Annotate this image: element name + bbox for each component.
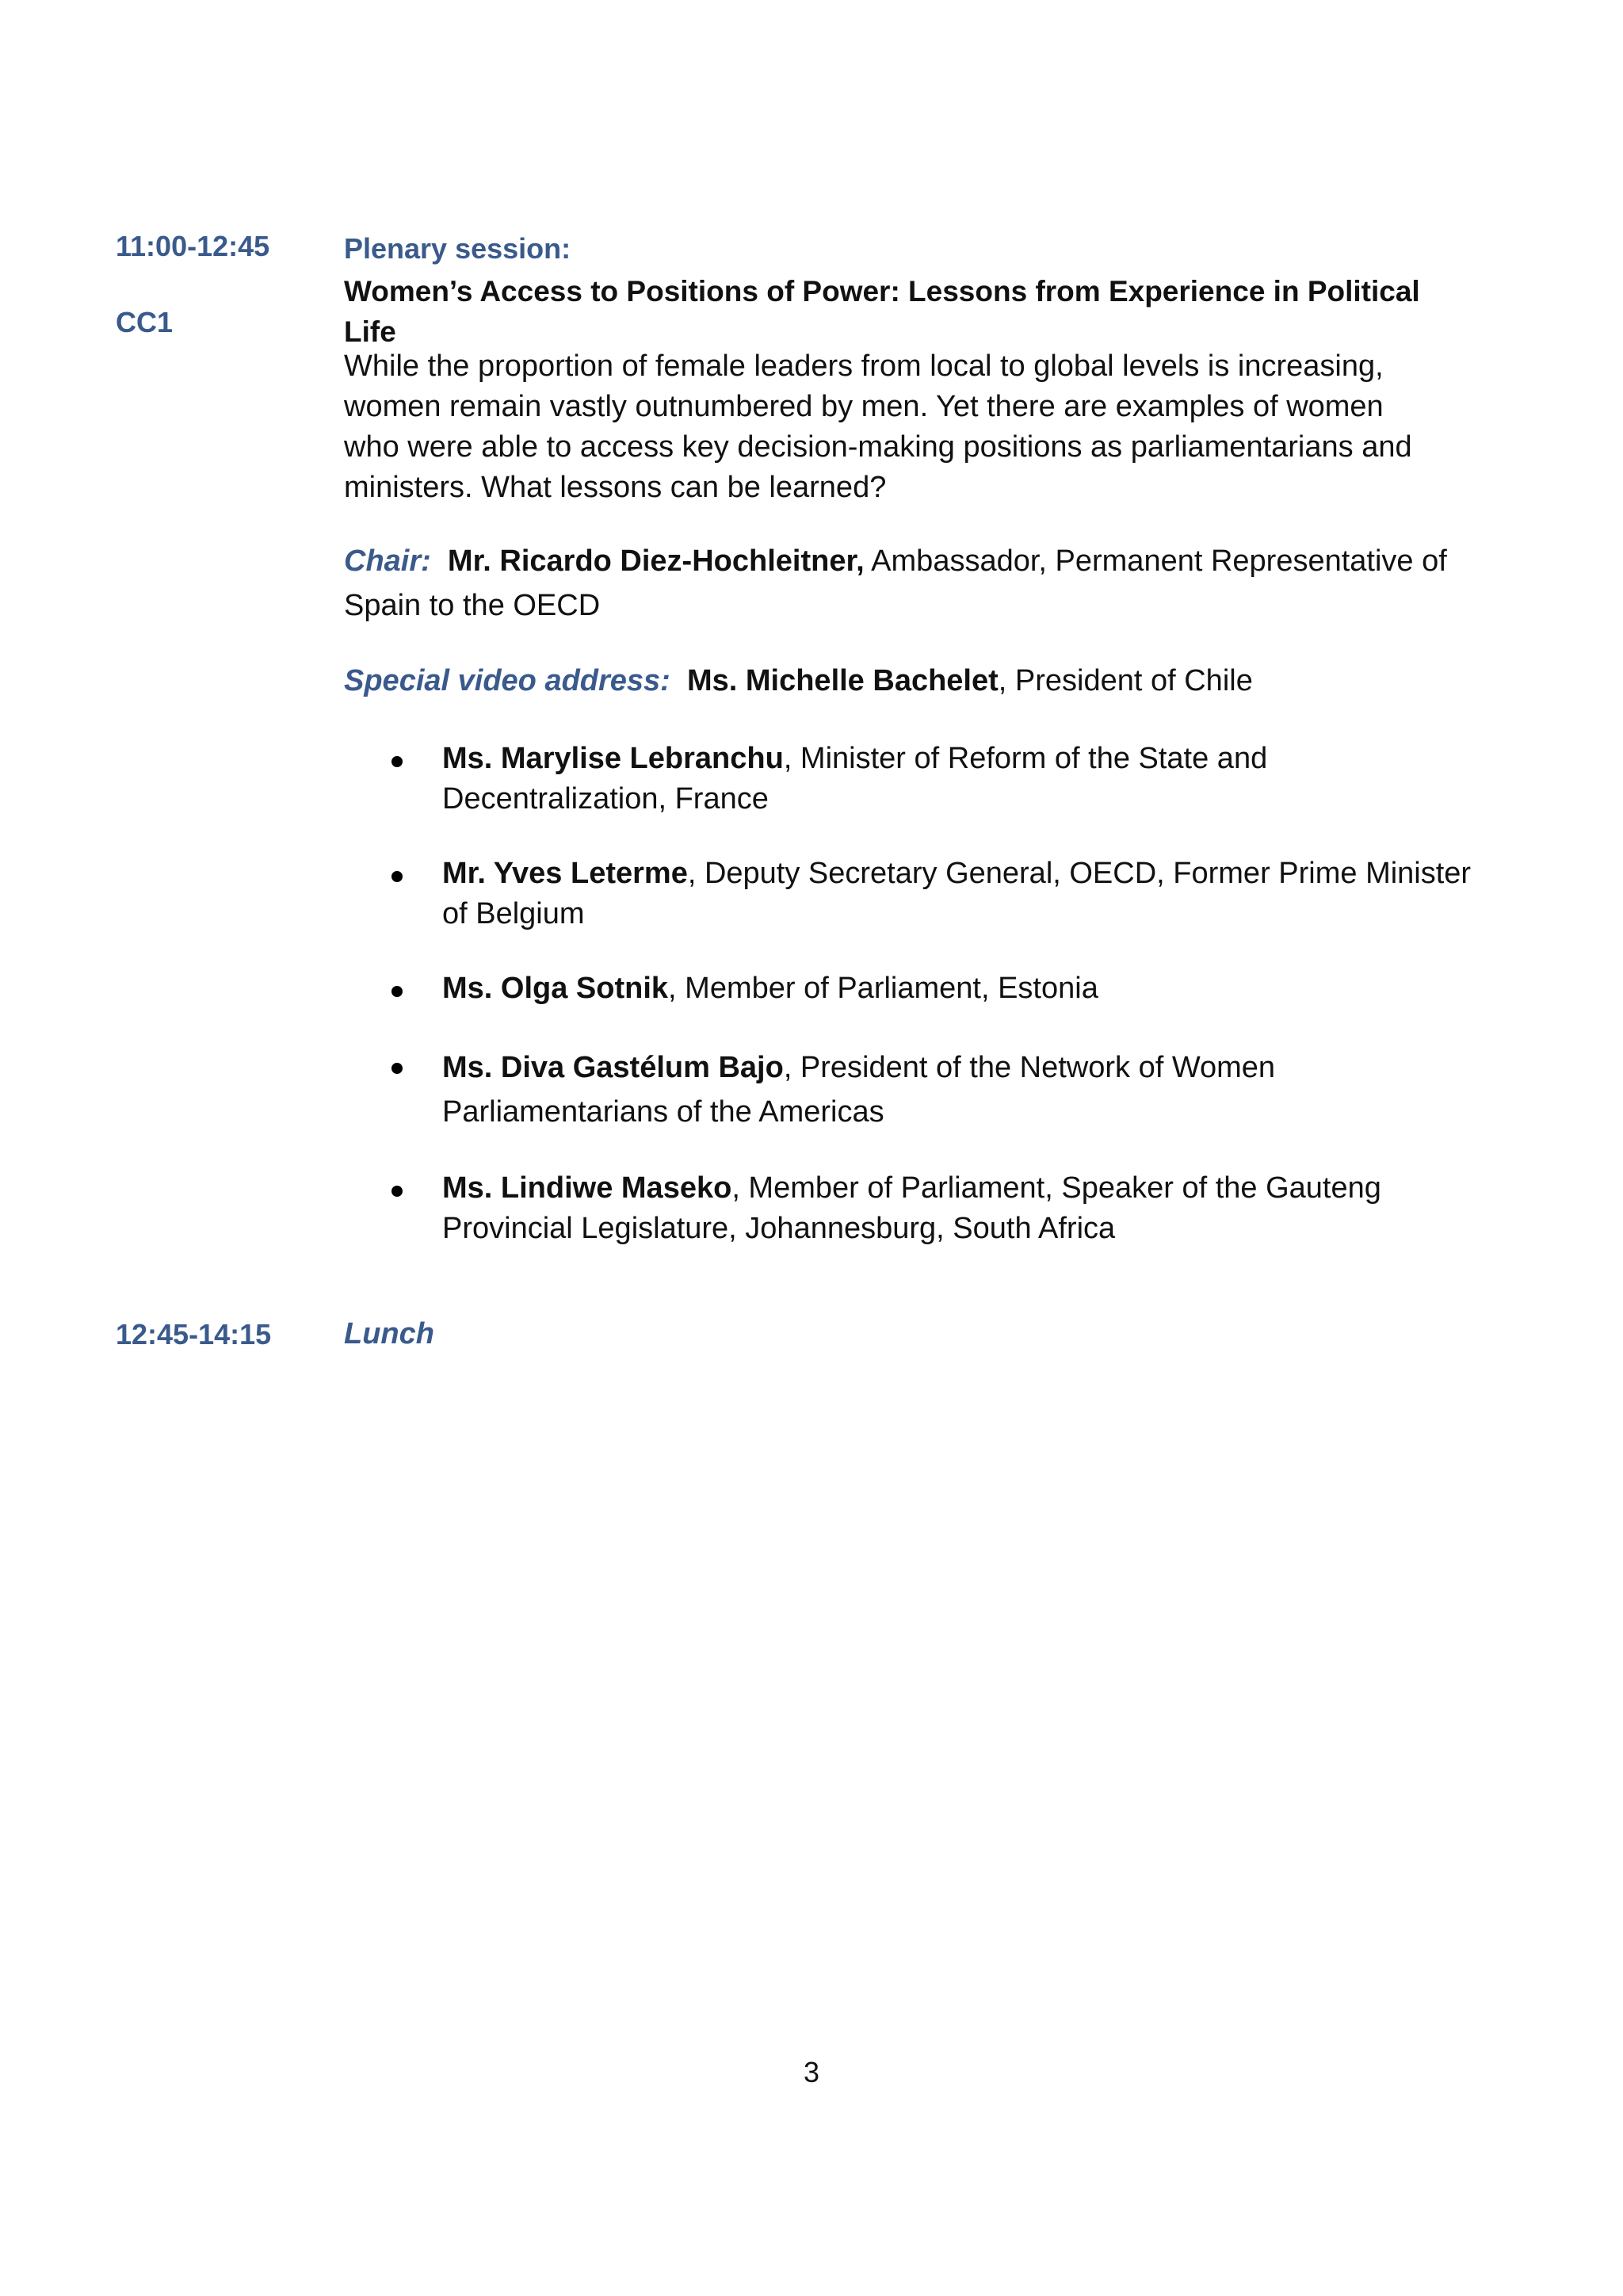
video-address-label: Special video address:: [344, 664, 670, 697]
bullet-icon: [391, 871, 403, 882]
speaker-entry: [442, 1045, 1282, 1134]
chair-name: Mr. Ricardo Diez-Hochleitner,: [447, 544, 865, 578]
speaker-entry: [442, 968, 1469, 1009]
speaker-name: Mr. Yves Leterme: [442, 857, 688, 890]
speaker-role: , President of the Network of Women Parliamentarians of the Americas: [442, 1051, 1276, 1129]
video-address-name: Ms. Michelle Bachelet: [686, 664, 999, 697]
session-label: Plenary session:: [344, 232, 571, 265]
speaker-entry: [442, 1168, 1409, 1249]
bullet-icon: [391, 756, 403, 767]
chair-label: Chair:: [344, 544, 431, 578]
bullet-icon: [391, 1063, 403, 1074]
lunch-time: 12:45-14:15: [116, 1318, 272, 1350]
session-time: 11:00-12:45: [116, 230, 270, 262]
video-address-line: [344, 661, 1469, 701]
session-room: CC1: [116, 306, 174, 338]
video-address-role: , President of Chile: [998, 664, 1253, 697]
speaker-role: , Deputy Secretary General, OECD, Former Prime Minister of Belgium: [442, 857, 1472, 930]
speaker-name: Ms. Olga Sotnik: [442, 972, 669, 1005]
speaker-entry: [442, 854, 1472, 934]
speaker-role: , Member of Parliament, Estonia: [668, 972, 1098, 1005]
session-title: Women’s Access to Positions of Power: Lessons from Experience in Political Life: [344, 275, 1420, 348]
speaker-entry: [442, 739, 1282, 819]
session-description: While the proportion of female leaders from local to global levels is increasing, women remain vastly outnumbered by men. Yet there are examples of women who were able to access key decision-making positions as parliamentarians and ministers. What lessons can be learned?: [344, 350, 1412, 504]
bullet-icon: [391, 1186, 403, 1197]
chair-line: [344, 539, 1453, 628]
speaker-name: Ms. Marylise Lebranchu: [442, 742, 784, 775]
page-number: 3: [803, 2056, 820, 2088]
bullet-icon: [391, 986, 403, 997]
speaker-name: Ms. Lindiwe Maseko: [442, 1171, 732, 1205]
chair-role: Ambassador, Permanent Representative of Spain to the OECD: [344, 544, 1447, 622]
speaker-role: , Member of Parliament, Speaker of the Gauteng Provincial Legislature, Johannesburg, South Africa: [442, 1171, 1381, 1245]
lunch-label: Lunch: [344, 1317, 434, 1350]
speaker-role: , Minister of Reform of the State and Decentralization, France: [442, 742, 1268, 816]
speaker-name: Ms. Diva Gastélum Bajo: [442, 1051, 784, 1084]
